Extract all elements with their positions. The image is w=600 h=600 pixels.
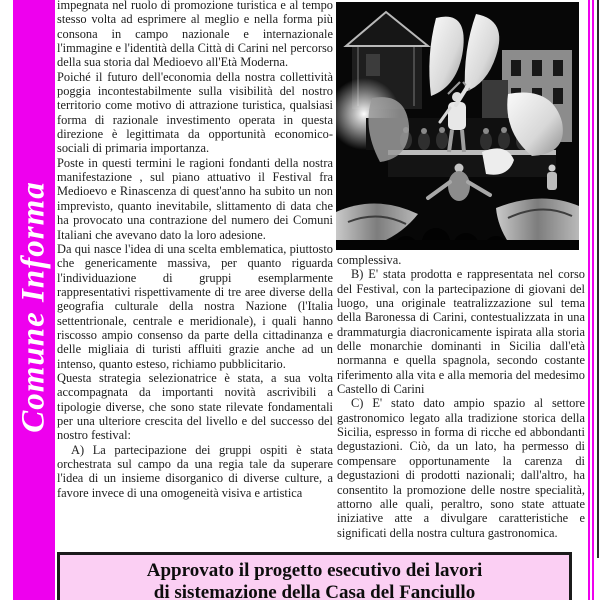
- headline-line-1: Approvato il progetto esecutivo dei lavori: [146, 560, 483, 581]
- paragraph: impegnata nel ruolo di promozione turistica e al tempo stesso volta ad esprimere al meglio e nella forma più consona in campo nazionale e internazionale l'immagine e l'identità della Città di Carini nel percorso della sua storia dal Medioevo all'Età Moderna.: [57, 0, 333, 70]
- right-scan-edge: [597, 0, 599, 558]
- paragraph: Poiché il futuro dell'economia della nostra collettività poggia incontestabilmente sulla visibilità del nostro territorio come motivo di attrazione turistica, qualsiasi forma di razionale investimento operata in questa direzione è legittimata da opportunità economico-sociali di primaria importanza.: [57, 69, 333, 156]
- paragraph: Da qui nasce l'idea di una scelta emblematica, piuttosto che genericamente massiva, per quanto riguarda l'individuazione di gruppi esemplarmente rappresentativi rispettivamente di tre aree diverse della geografia culturale della nostra Nazione (l'Italia settentrionale, centrale e meridionale), i quali hanno riscosso ampio consenso da parte della cittadinanza e delle migliaia di turisti affluiti grazie anche ad un intenso, quanto esteso, richiamo pubblicitario.: [57, 241, 333, 371]
- sidebar-bar: [13, 0, 55, 600]
- paragraph-item-c: C) E' stato dato ampio spazio al settore gastronomico legato alla tradizione storica della Sicilia, espresso in forma di ricche ed abbondanti degustazioni. Ciò, da un lato, ha permesso di compensare opportunamente la carenza di degustazioni di prodotti nazionali; dall'altro, ha consentito la promozione delle nostre specialità, attorno alle quali, peraltro, sono state attuate iniziative atte a divulgare caratteristiche e significati della nostra cultura gastronomica.: [337, 396, 585, 540]
- masthead-title: Comune Informa: [15, 181, 52, 433]
- paragraph-item-b: B) E' stata prodotta e rappresentata nel corso del Festival, con la partecipazione di giovani del luogo, una originale teatralizzazione sul tema della Baronessa di Carini, contestualizzata in una drammaturgia diacronicamente ispirata alla storia delle monarchie dominanti in Sicilia dall'età normanna e quella spagnola, secondo costante riferimento alla vita e alla memoria del medesimo Castello di Carini: [337, 267, 585, 397]
- headline-banner: [57, 552, 572, 600]
- paragraph: Questa strategia selezionatrice è stata, a sua volta accompagnata da importanti novità ascrivibili a tipologie diverse, che sono state rilevate fondamentali per una ulteriore crescita del livello e del successo del nostro festival:: [57, 370, 333, 443]
- right-magenta-rule-inner: [592, 0, 594, 600]
- paragraph: Poste in questi termini le ragioni fondanti della nostra manifestazione , sul piano attuativo il Festival fra Medioevo e Rinascenza di quest'anno ha subito un non imprevisto, quanto inevitabile, slittamento di data che ha provocato una contrazione del numero dei Comuni Italiani che avevano dato la loro adesione.: [57, 155, 333, 242]
- paragraph: complessiva.: [337, 253, 402, 267]
- festival-photo-illustration: [336, 2, 579, 250]
- paragraph-item-a: A) La partecipazione dei gruppi ospiti è stata orchestrata sul campo da una regia tale da superare l'idea di un insieme disorganico di diverse culture, a favore invece di una omogeneità visiva e artistica: [57, 442, 333, 500]
- right-magenta-rule-outer: [588, 0, 590, 600]
- article-right-column: [337, 253, 585, 540]
- headline-line-2: di sistemazione della Casa del Fanciullo: [153, 581, 476, 600]
- festival-photo: [336, 2, 579, 250]
- article-left-column: [57, 0, 333, 500]
